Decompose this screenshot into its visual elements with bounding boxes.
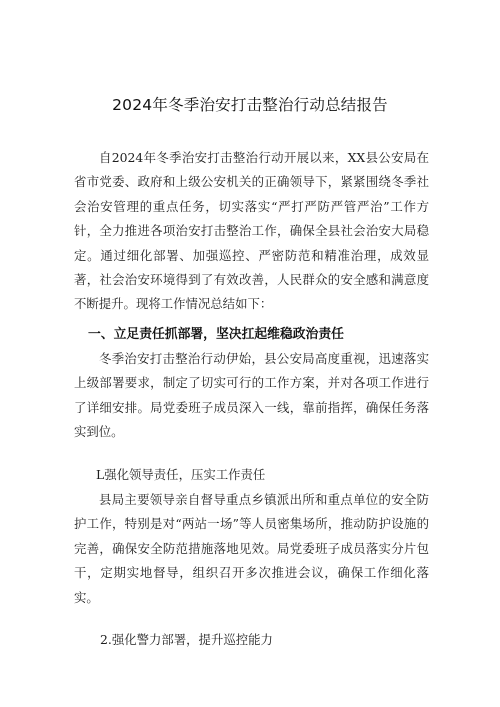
section-1-paragraph: 冬季治安打击整治行动伊始，县公安局高度重视，迅速落实上级部署要求，制定了切实可行的工作方案，并对各项工作进行了详细安排。局党委班子成员深入一线，靠前指挥，确保任务落实到位。 bbox=[74, 351, 429, 440]
subsection-1-heading: L强化领导责任，压实工作责任 bbox=[96, 467, 266, 482]
subsection-2-heading: 2.强化警力部署，提升巡控能力 bbox=[100, 632, 273, 647]
section-1-heading: 一、立足责任抓部署，坚决扛起维稳政治责任 bbox=[88, 327, 344, 342]
subsection-1-paragraph: 县局主要领导亲自督导重点乡镇派出所和重点单位的安全防护工作，特别是对“两站一场”等人员密集场所，推动防护设施的完善，确保安全防范措施落地见效。局党委班子成员落实分片包干，定期实地督导，组织召开多次推进会议，确保工作细化落实。 bbox=[74, 492, 429, 605]
intro-paragraph: 自2024年冬季治安打击整治行动开展以来，XX县公安局在省市党委、政府和上级公安机关的正确领导下，紧紧围绕冬季社会治安管理的重点任务，切实落实“严打严防严管严治”工作方针，全力推进各项治安打击整治工作，确保全县社会治安大局稳定。通过细化部署、加强巡控、严密防范和精准治理，成效显著，社会治安环境得到了有效改善，人民群众的安全感和满意度不断提升。现将工作情况总结如下： bbox=[74, 150, 429, 312]
document-title: 2024年冬季治安打击整治行动总结报告 bbox=[112, 96, 388, 114]
